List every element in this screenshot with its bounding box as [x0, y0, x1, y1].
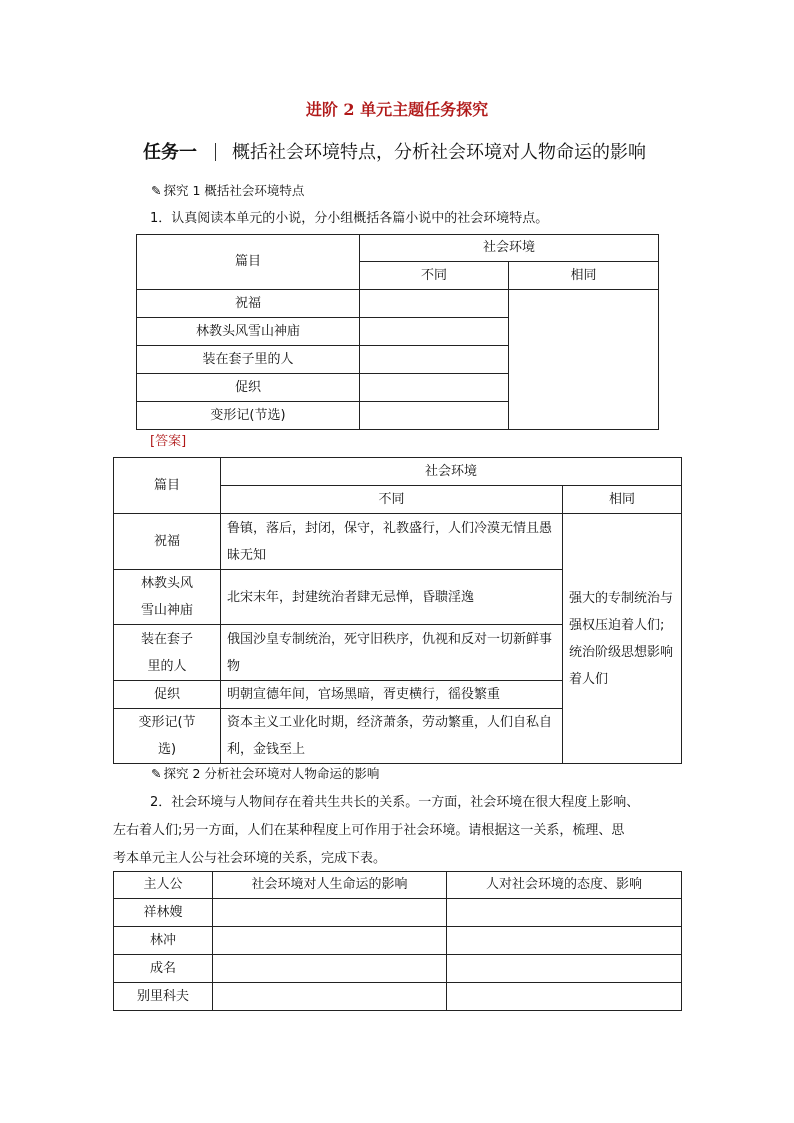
- header-env: 社会环境: [221, 458, 682, 486]
- pen-icon: ✎: [151, 766, 162, 781]
- task-heading: [143, 138, 646, 164]
- task-label: 任务一: [143, 142, 197, 163]
- row-diff: 鲁镇，落后，封闭，保守，礼教盛行，人们冷漠无情且愚昧无知: [221, 514, 563, 570]
- blank-cell: [360, 374, 509, 402]
- row-title: 装在套子里的人: [114, 625, 221, 681]
- explore2-para-line2: 左右着人们;另一方面，人们在某种程度上可作用于社会环境。请根据这一关系，梳理、思: [113, 823, 625, 838]
- blank-cell: [447, 955, 682, 983]
- blank-cell: [213, 927, 447, 955]
- answer-same-cell: 强大的专制统治与强权压迫着人们;统治阶级思想影响着人们: [563, 514, 682, 764]
- hero-name: 别里科夫: [114, 983, 213, 1011]
- pen-icon: ✎: [151, 183, 162, 198]
- hero-name: 成名: [114, 955, 213, 983]
- header-hero: 主人公: [114, 872, 213, 899]
- row-title: 林教头风雪山神庙: [137, 318, 360, 346]
- explore1-instruction: 1．认真阅读本单元的小说，分小组概括各篇小说中的社会环境特点。: [150, 211, 549, 226]
- row-title: 变形记(节选): [137, 402, 360, 430]
- explore2-title: [151, 764, 379, 782]
- row-diff: 北宋末年，封建统治者肆无忌惮，昏聩淫逸: [221, 570, 563, 625]
- task-text: 概括社会环境特点，分析社会环境对人物命运的影响: [232, 142, 646, 163]
- header-title: 篇目: [114, 458, 221, 514]
- explore1-title: [151, 181, 304, 199]
- row-diff: 资本主义工业化时期，经济萧条，劳动繁重，人们自私自利，金钱至上: [221, 709, 563, 764]
- blank-environment-table: [136, 234, 659, 430]
- blank-cell: [360, 402, 509, 430]
- hero-environment-table: [113, 871, 682, 1011]
- row-title: 变形记(节选): [114, 709, 221, 764]
- explore1-title-text: 探究 1 概括社会环境特点: [163, 183, 305, 198]
- explore2-title-text: 探究 2 分析社会环境对人物命运的影响: [163, 766, 380, 781]
- blank-cell: [360, 346, 509, 374]
- explore2-para-line3: 考本单元主人公与社会环境的关系，完成下表。: [113, 851, 387, 866]
- header-same: 相同: [563, 486, 682, 514]
- row-title: 林教头风雪山神庙: [114, 570, 221, 625]
- row-diff: 俄国沙皇专制统治，死守旧秩序，仇视和反对一切新鲜事物: [221, 625, 563, 681]
- blank-cell: [447, 927, 682, 955]
- row-title: 促织: [114, 681, 221, 709]
- blank-cell: [360, 318, 509, 346]
- hero-name: 祥林嫂: [114, 899, 213, 927]
- header-influence: 社会环境对人生命运的影响: [213, 872, 447, 899]
- header-env: 社会环境: [360, 235, 659, 262]
- page-title: 进阶 2 单元主题任务探究: [305, 100, 489, 119]
- blank-cell: [447, 899, 682, 927]
- explore2-para-line1: 2．社会环境与人物间存在着共生共长的关系。一方面，社会环境在很大程度上影响、: [150, 795, 640, 810]
- row-title: 装在套子里的人: [137, 346, 360, 374]
- header-same: 相同: [509, 262, 659, 290]
- header-diff: 不同: [360, 262, 509, 290]
- header-title: 篇目: [137, 235, 360, 290]
- answer-environment-table: [113, 457, 682, 764]
- blank-cell: [213, 899, 447, 927]
- blank-cell: [213, 955, 447, 983]
- row-diff: 明朝宣德年间，官场黑暗，胥吏横行，徭役繁重: [221, 681, 563, 709]
- blank-cell: [360, 290, 509, 318]
- answer-label: [答案]: [150, 434, 187, 449]
- header-diff: 不同: [221, 486, 563, 514]
- blank-cell: [447, 983, 682, 1011]
- task-divider: [215, 143, 216, 161]
- hero-name: 林冲: [114, 927, 213, 955]
- blank-same-cell: [509, 290, 659, 430]
- blank-cell: [213, 983, 447, 1011]
- header-attitude: 人对社会环境的态度、影响: [447, 872, 682, 899]
- row-title: 祝福: [114, 514, 221, 570]
- row-title: 促织: [137, 374, 360, 402]
- row-title: 祝福: [137, 290, 360, 318]
